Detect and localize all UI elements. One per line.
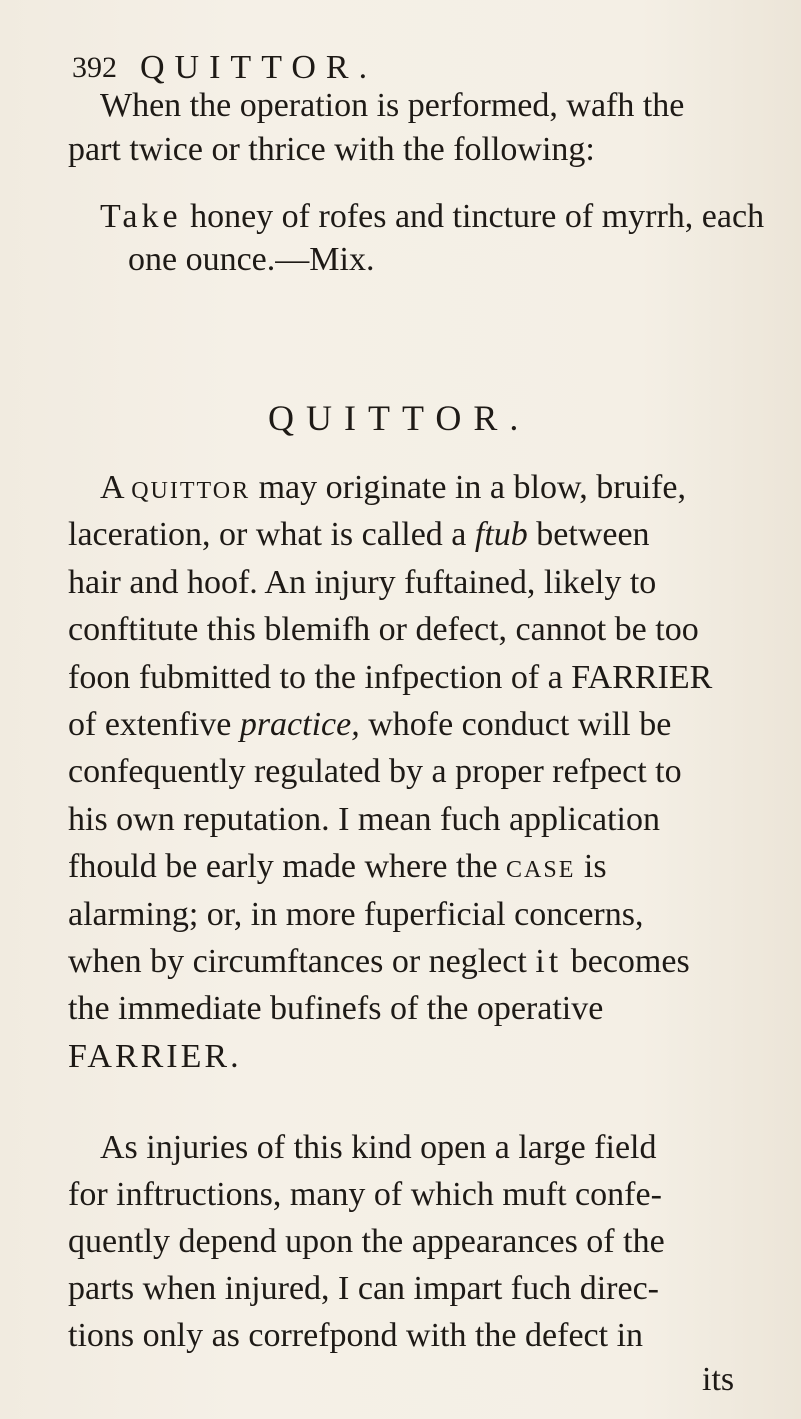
text-span: may originate in a blow, bruife, xyxy=(250,469,686,506)
text-line: conftitute this blemifh or defect, cannot be too xyxy=(68,611,699,648)
text-span: is xyxy=(575,848,607,885)
recipe-line xyxy=(100,197,764,237)
text-line: the immediate bufinefs of the operative xyxy=(68,990,604,1027)
text-span: A xyxy=(100,469,132,506)
text-span: when by circumftances or neglect xyxy=(68,943,536,980)
text-line: quently depend upon the appearances of the xyxy=(68,1223,665,1260)
text-span: between xyxy=(527,516,650,553)
text-line: tions only as correfpond with the defect in xyxy=(68,1317,644,1354)
text-span: of extenfive xyxy=(68,706,240,743)
text-line xyxy=(68,705,671,745)
text-line: confequently regulated by a proper refpect to xyxy=(68,753,682,790)
quittor-smallcaps: quittor xyxy=(131,469,251,506)
text-line: As injuries of this kind open a large field xyxy=(100,1129,657,1166)
catchword: its xyxy=(702,1361,735,1398)
text-line xyxy=(100,468,686,508)
text-line: FARRIER. xyxy=(68,1038,242,1075)
text-line: hair and hoof. An injury fuftained, likely to xyxy=(68,564,657,601)
text-line: foon fubmitted to the infpection of a FARRIER xyxy=(68,659,713,696)
text-line: When the operation is performed, wafh the xyxy=(100,87,685,124)
section-heading: QUITTOR. xyxy=(268,398,531,438)
text-span: laceration, or what is called a xyxy=(68,516,475,553)
text-line: parts when injured, I can impart fuch direc- xyxy=(68,1270,659,1307)
text-span: becomes xyxy=(562,943,690,980)
text-line: his own reputation. I mean fuch application xyxy=(68,801,660,838)
text-line: part twice or thrice with the following: xyxy=(68,131,595,168)
text-span: fhould be early made where the xyxy=(68,848,507,885)
practice-italic: practice, xyxy=(239,706,360,743)
page-number: 392 xyxy=(72,51,117,84)
recipe-text: honey of rofes and tincture of myrrh, each xyxy=(181,198,765,235)
text-line xyxy=(68,942,690,982)
text-span: whofe conduct will be xyxy=(359,706,672,743)
text-line xyxy=(68,515,650,555)
it-spaced: it xyxy=(535,943,563,980)
text-line: alarming; or, in more fuperficial concerns, xyxy=(68,896,644,933)
take-word: Take xyxy=(100,198,182,235)
stub-italic: ftub xyxy=(474,516,528,553)
text-line xyxy=(68,847,607,887)
text-line: for inftructions, many of which muft confe- xyxy=(68,1176,662,1213)
running-title: QUITTOR. xyxy=(140,49,378,86)
recipe-line: one ounce.—Mix. xyxy=(128,241,375,278)
case-smallcaps: case xyxy=(506,848,576,885)
